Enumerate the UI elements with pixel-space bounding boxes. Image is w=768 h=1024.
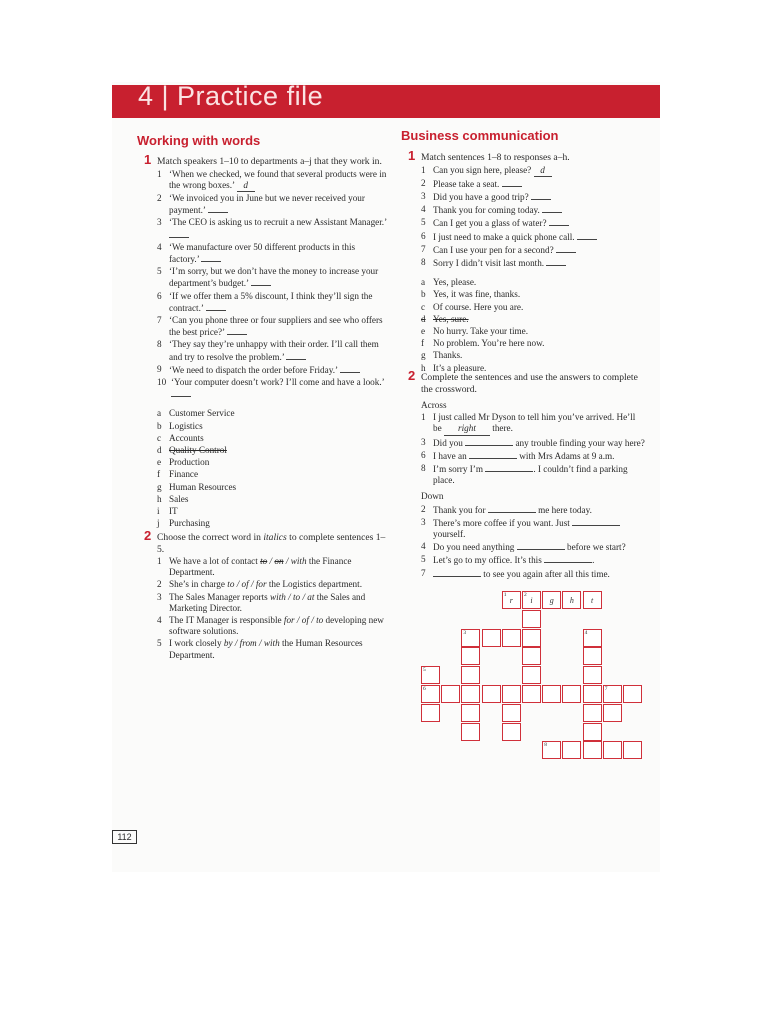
- clue-text: Do you need anything: [433, 542, 517, 553]
- item-text: Thank you for coming today.: [433, 205, 543, 216]
- exercise-2-right: [408, 368, 646, 581]
- answer-blank[interactable]: [531, 191, 551, 200]
- down-label: Down: [421, 491, 444, 502]
- item-letter: d: [157, 444, 162, 455]
- item-text: No problem. You’re here now.: [433, 338, 545, 349]
- down-clues: [421, 504, 646, 580]
- item-text: the Sales and Marketing Director.: [169, 591, 366, 613]
- crossword-cell[interactable]: [603, 741, 622, 759]
- clue-number: 4: [421, 541, 426, 552]
- item-number: 1: [157, 556, 162, 566]
- item-number: 9: [157, 363, 162, 374]
- answer-blank[interactable]: [227, 326, 247, 335]
- clue-text: Let’s go to my office. It’s this: [433, 555, 545, 566]
- answer-blank[interactable]: [544, 554, 595, 566]
- list-item: [421, 217, 646, 229]
- item-text: Quality Control: [169, 444, 227, 455]
- list-item: [421, 504, 646, 516]
- crossword-cell[interactable]: [542, 591, 561, 609]
- item-text: IT: [169, 505, 178, 516]
- crossword-cell[interactable]: [522, 591, 541, 609]
- item-text: Production: [169, 457, 210, 468]
- item-number: 4: [157, 241, 162, 252]
- item-text: ‘We invoiced you in June but we never received your payment.’: [169, 192, 365, 216]
- list-item: [421, 289, 646, 300]
- clue-number: 5: [423, 667, 426, 674]
- answer-blank[interactable]: [542, 204, 562, 213]
- clue-text: I’m sorry I’m: [433, 464, 486, 475]
- answer-blank[interactable]: [469, 450, 517, 459]
- clue-number: 7: [604, 685, 608, 692]
- list-item: [421, 541, 646, 553]
- item-text: Can I get you a glass of water?: [433, 218, 549, 229]
- clue-text: yourself.: [433, 529, 466, 540]
- item-text: Human Resources: [169, 481, 237, 492]
- word-options: for / of / to: [283, 615, 324, 626]
- clue-text: before we start?: [564, 542, 626, 553]
- item-text: ‘Your computer doesn’t work? I’ll come and have a look.’: [171, 376, 385, 387]
- clue-number: 7: [421, 567, 426, 578]
- item-number: 3: [157, 591, 162, 602]
- item-text: I work closely: [169, 638, 224, 649]
- item-text: Purchasing: [169, 518, 210, 529]
- list-item: [157, 421, 387, 432]
- item-letter: a: [157, 408, 162, 419]
- item-number: 10: [157, 376, 167, 387]
- answer-blank[interactable]: [546, 257, 566, 266]
- crossword-cell[interactable]: [421, 704, 440, 722]
- item-text: developing new software solutions.: [169, 615, 384, 637]
- crossword-cell[interactable]: [421, 666, 440, 684]
- item-text: ‘Can you phone three or four suppliers and see who offers the best price?’: [169, 314, 383, 338]
- item-letter: j: [157, 518, 160, 529]
- answer-blank[interactable]: [208, 204, 228, 213]
- crossword-cell[interactable]: [502, 685, 521, 703]
- list-item: [421, 314, 646, 325]
- crossword-cell[interactable]: [623, 741, 642, 759]
- item-letter: c: [421, 301, 426, 312]
- item-number: 8: [421, 256, 426, 267]
- list-item: [157, 482, 387, 493]
- item-text: It’s a pleasure.: [433, 362, 487, 373]
- clue-text: me here today.: [535, 504, 592, 515]
- list-item: [421, 450, 646, 462]
- clue-text: . I couldn’t find a parking place.: [433, 464, 628, 486]
- crossed-option: on: [274, 556, 284, 566]
- across-clues: [421, 412, 646, 486]
- list-item: [421, 517, 646, 540]
- list-item: [157, 193, 387, 216]
- item-text: She’s in charge: [169, 579, 228, 590]
- item-number: 6: [421, 230, 426, 241]
- item-text: Finance: [169, 469, 199, 480]
- answer-blank[interactable]: [169, 229, 189, 238]
- item-letter: f: [421, 338, 425, 349]
- clue-number: 6: [421, 449, 426, 460]
- list-item: [421, 277, 646, 288]
- answer-blank[interactable]: [433, 568, 481, 577]
- page-number: 112: [112, 830, 137, 844]
- section-title-working-with-words: Working with words: [137, 133, 261, 148]
- item-number: 2: [157, 579, 162, 590]
- item-text: ‘If we offer them a 5% discount, I think they’ll sign the contract.’: [169, 290, 373, 313]
- item-text: ‘I’m sorry, but we don’t have the money to increase your department’s budget.’: [169, 266, 379, 289]
- item-number: 2: [157, 192, 162, 203]
- clue-text: to see you again after all this time.: [481, 568, 610, 579]
- crossword-cell[interactable]: [502, 723, 521, 741]
- exercise-number: 2: [408, 368, 416, 383]
- item-letter: h: [421, 362, 426, 373]
- crossword-cell[interactable]: [583, 591, 602, 609]
- speaker-list: [157, 169, 387, 401]
- item-text: Sales: [169, 493, 189, 504]
- cell-letter: i: [530, 596, 533, 605]
- list-item: [157, 408, 387, 419]
- response-list: [421, 277, 646, 374]
- exercise-number: 1: [408, 148, 416, 163]
- list-item: [157, 615, 387, 637]
- answer: d: [534, 165, 552, 177]
- item-number: 4: [421, 204, 426, 215]
- list-item: [421, 204, 646, 216]
- clue-text: Thank you for: [433, 504, 488, 515]
- clue-number: 8: [421, 463, 426, 474]
- answer-blank[interactable]: [206, 302, 226, 311]
- item-letter: i: [157, 505, 160, 516]
- item-text: Customer Service: [169, 408, 235, 419]
- item-number: 5: [157, 638, 162, 649]
- item-letter: f: [157, 469, 161, 480]
- list-item: [157, 556, 387, 578]
- list-item: [421, 244, 646, 256]
- choice-sentence-list: [157, 556, 387, 661]
- crossword-cell[interactable]: [542, 685, 561, 703]
- crossword-cell[interactable]: [522, 610, 541, 628]
- exercise-number: 2: [144, 528, 152, 543]
- item-letter: d: [421, 313, 426, 324]
- item-letter: h: [157, 493, 162, 504]
- item-text: Yes, it was fine, thanks.: [433, 289, 521, 300]
- item-number: 3: [157, 217, 162, 228]
- item-letter: e: [157, 457, 162, 468]
- crossword-cell[interactable]: [562, 685, 581, 703]
- answer-blank[interactable]: [556, 244, 576, 253]
- crossword-cell[interactable]: [522, 647, 541, 665]
- clue-number: 1: [421, 412, 426, 423]
- item-number: 6: [157, 290, 162, 301]
- item-text: Of course. Here you are.: [433, 301, 524, 312]
- list-item: [421, 231, 646, 243]
- item-text: ‘When we checked, we found that several products were in the wrong boxes.’: [169, 168, 387, 190]
- item-number: 2: [421, 177, 426, 188]
- item-text: Thanks.: [433, 350, 463, 361]
- item-text: Did you have a good trip?: [433, 191, 531, 202]
- crossword-cell[interactable]: [583, 629, 602, 647]
- item-text: The IT Manager is responsible: [169, 615, 284, 626]
- word-options: to / on / with: [260, 556, 307, 566]
- word-options: to / of / for: [227, 579, 267, 590]
- list-item: [157, 315, 387, 338]
- list-item: [421, 554, 646, 566]
- list-item: [157, 445, 387, 456]
- list-item: [421, 191, 646, 203]
- clue-number: 2: [421, 503, 426, 514]
- list-item: [157, 242, 387, 265]
- item-text: the Finance Department.: [169, 556, 352, 578]
- answer-blank[interactable]: [251, 277, 271, 286]
- sentence-list: [421, 165, 646, 270]
- crossword-cell[interactable]: [583, 685, 602, 703]
- clue-number: 1: [503, 592, 507, 598]
- crossword-cell[interactable]: [461, 647, 480, 665]
- crossword-cell[interactable]: [461, 704, 480, 722]
- item-text: We have a lot of contact: [169, 556, 261, 566]
- exercise-number: 1: [144, 152, 152, 167]
- item-text: the Human Resources Department.: [169, 638, 363, 660]
- crossword-cell[interactable]: [461, 629, 480, 647]
- list-item: [157, 169, 387, 192]
- item-letter: a: [421, 277, 426, 288]
- item-number: 1: [157, 168, 162, 179]
- crossword-cell[interactable]: [583, 723, 602, 741]
- item-letter: e: [421, 325, 426, 336]
- exercise-instruction: Match sentences 1–8 to responses a–h.: [421, 152, 570, 163]
- list-item: [421, 165, 646, 177]
- exercise-1-left: [144, 152, 387, 530]
- item-text: ‘They say they’re unhappy with their order. I’ll call them and try to resolve the problem.’: [169, 339, 379, 362]
- clue-text: Did you: [433, 437, 466, 448]
- item-text: the Logistics department.: [266, 579, 363, 590]
- answer-blank[interactable]: [572, 517, 620, 526]
- crossword-cell[interactable]: [482, 629, 501, 647]
- answer-blank[interactable]: [465, 437, 513, 446]
- crossword-cell[interactable]: [522, 685, 541, 703]
- item-text: The Sales Manager reports: [169, 591, 271, 602]
- crossword-cell[interactable]: [441, 685, 460, 703]
- clue-number: 8: [544, 742, 547, 749]
- list-item: [157, 433, 387, 444]
- answer: right: [444, 423, 490, 435]
- item-number: 7: [157, 314, 162, 325]
- item-letter: b: [157, 420, 162, 431]
- item-text: ‘We need to dispatch the order before Friday.’: [169, 364, 340, 375]
- list-item: [157, 339, 387, 362]
- item-text: Logistics: [169, 420, 203, 431]
- item-text: Please take a seat.: [433, 178, 502, 189]
- clue-text: with Mrs Adams at 9 a.m.: [516, 450, 615, 461]
- crossword-cell[interactable]: [502, 591, 521, 609]
- item-number: 7: [421, 243, 426, 254]
- crossword-cell[interactable]: [562, 591, 581, 609]
- section-title-business-communication: Business communication: [401, 128, 559, 143]
- item-letter: c: [157, 432, 162, 443]
- list-item: [157, 469, 387, 480]
- item-text: Can you sign here, please?: [433, 164, 534, 175]
- crossword-cell[interactable]: [461, 723, 480, 741]
- list-item: [157, 217, 387, 240]
- item-number: 3: [421, 190, 426, 201]
- crossword-cell[interactable]: [421, 685, 440, 703]
- item-text: ‘We manufacture over 50 different products in this factory.’: [169, 241, 356, 264]
- list-item: [157, 364, 387, 376]
- item-number: 5: [157, 266, 162, 277]
- item-number: 4: [157, 615, 162, 626]
- clue-text: .: [592, 555, 595, 566]
- exercise-instruction: Complete the sentences and use the answers to complete the crossword.: [421, 372, 638, 395]
- list-item: [421, 568, 646, 580]
- exercise-2-left: [144, 528, 387, 662]
- item-letter: g: [421, 350, 426, 361]
- answer-blank[interactable]: [488, 504, 536, 513]
- chapter-title: 4 | Practice file: [138, 81, 324, 111]
- item-text: Sorry I didn’t visit last month.: [433, 257, 547, 268]
- list-item: [157, 592, 387, 614]
- list-item: [157, 638, 387, 660]
- crossword-cell[interactable]: [461, 666, 480, 684]
- list-item: [421, 350, 646, 361]
- list-item: [421, 302, 646, 313]
- clue-text: I just called Mr Dyson to tell him you’ve arrived. He’ll be: [433, 412, 636, 434]
- cell-letter: t: [590, 596, 594, 605]
- list-item: [157, 377, 387, 400]
- word-options: with / to / at: [270, 591, 315, 602]
- list-item: [157, 494, 387, 505]
- cell-letter: r: [509, 596, 513, 605]
- answer-blank[interactable]: [577, 231, 597, 240]
- crossword-cell[interactable]: [583, 647, 602, 665]
- item-text: Yes, please.: [433, 277, 477, 288]
- clue-number: 3: [421, 516, 426, 527]
- answer-blank[interactable]: [502, 178, 522, 187]
- clue-number: 6: [423, 685, 426, 692]
- crossword-cell[interactable]: [502, 629, 521, 647]
- crossword-cell[interactable]: [522, 666, 541, 684]
- item-number: 1: [421, 164, 426, 175]
- list-item: [157, 579, 387, 590]
- list-item: [421, 437, 646, 449]
- crossword-cell[interactable]: [603, 685, 622, 703]
- crossword-cell[interactable]: [603, 704, 622, 722]
- clue-number: 3: [421, 436, 426, 447]
- word-options: by / from / with: [223, 638, 280, 649]
- list-item: [421, 463, 646, 486]
- crossword-cell[interactable]: [482, 685, 501, 703]
- crossword-cell[interactable]: [461, 685, 480, 703]
- answer-blank[interactable]: [549, 217, 569, 226]
- answer-blank[interactable]: [171, 388, 191, 397]
- clue-text: any trouble finding your way here?: [513, 437, 645, 448]
- across-label: Across: [421, 400, 447, 410]
- answer-blank[interactable]: [201, 253, 221, 262]
- crossword-cell[interactable]: [623, 685, 642, 703]
- crossword-cell[interactable]: [583, 704, 602, 722]
- answer-blank[interactable]: [485, 463, 533, 472]
- list-item: [421, 326, 646, 337]
- exercise-instruction: Match speakers 1–10 to departments a–j that they work in.: [157, 156, 382, 167]
- clue-number: 2: [524, 592, 527, 598]
- item-text: Accounts: [169, 432, 204, 443]
- list-item: [157, 266, 387, 289]
- item-text: No hurry. Take your time.: [433, 325, 529, 336]
- clue-text: I have an: [433, 450, 469, 461]
- item-text: Yes, sure.: [433, 313, 469, 324]
- answer-blank[interactable]: [286, 351, 306, 360]
- item-letter: b: [421, 289, 426, 300]
- department-list: [157, 408, 387, 529]
- chapter-banner: [112, 81, 660, 118]
- list-item: [157, 291, 387, 314]
- clue-number: 3: [463, 629, 467, 636]
- crossword-cell[interactable]: [583, 666, 602, 684]
- item-text: ‘The CEO is asking us to recruit a new Assistant Manager.’: [169, 217, 387, 228]
- cell-letter: g: [549, 596, 554, 605]
- answer-blank[interactable]: [340, 364, 360, 373]
- clue-text: There’s more coffee if you want. Just: [433, 517, 573, 528]
- crossword-cell[interactable]: [583, 741, 602, 759]
- item-number: 8: [157, 339, 162, 350]
- answer-blank[interactable]: [517, 541, 565, 550]
- answer: d: [237, 180, 255, 192]
- list-item: [421, 257, 646, 269]
- item-letter: g: [157, 481, 162, 492]
- list-item: [157, 457, 387, 468]
- list-item: [421, 412, 646, 435]
- list-item: [421, 178, 646, 190]
- crossword-cell[interactable]: [522, 629, 541, 647]
- cell-letter: h: [569, 596, 574, 605]
- clue-number: 4: [584, 629, 588, 636]
- exercise-1-right: [408, 148, 646, 375]
- list-item: [157, 518, 387, 529]
- crossed-option: to: [260, 556, 268, 566]
- crossword-cell[interactable]: [502, 704, 521, 722]
- clue-text: there.: [489, 423, 513, 434]
- item-text: Can I use your pen for a second?: [433, 244, 556, 255]
- clue-number: 5: [421, 554, 426, 565]
- exercise-instruction: Choose the correct word in italics to complete sentences 1–5.: [157, 532, 386, 555]
- item-number: 5: [421, 217, 426, 228]
- list-item: [421, 338, 646, 349]
- crossword-cell[interactable]: [562, 741, 581, 759]
- list-item: [157, 506, 387, 517]
- item-text: I just need to make a quick phone call.: [433, 231, 577, 242]
- crossword-cell[interactable]: [542, 741, 561, 759]
